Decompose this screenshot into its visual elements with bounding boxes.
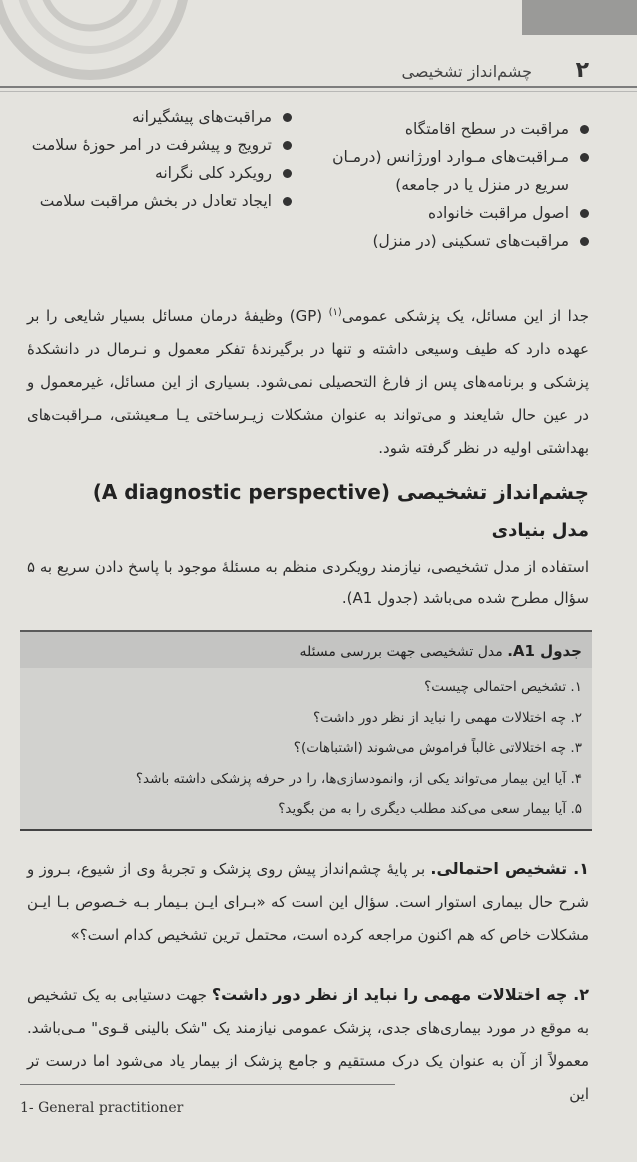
list-item: ایجاد تعادل در بخش مراقبت سلامت: [17, 187, 292, 215]
list-item: مراقبت‌های تسکینی (در منزل): [319, 227, 589, 255]
section-1-title: ۱. تشخیص احتمالی.: [430, 859, 589, 878]
intro-text-rest: (GP) وظیفهٔ درمان مسائل بسیار شایعی را بر عهده دارد که طیف وسیعی داشته و تنها در برگیرندهٔ تفکر معمول و نـرمال در دانشکدهٔ پزشکی و برنامه‌های پس از فارغ التحصیلی نمی‌شود. بسیاری از این مسائل، غیرمعمول و در عین حال شایعند و می‌تواند به عنوان مشکلات زیـرساختی یـا مـعیشتی، مـراقبت‌های بهداشتی اولیه در نظر گرفته شود.: [27, 307, 589, 457]
section-2-text: جهت دستیابی به یک تشخیص به موقع در مورد بیماری‌های جدی، پزشک عمومی نیازمند یک "شک بالینی قـوی" مـی‌باشد. معمولاً از آن به عنوان یک درک مستقیم و جامع پزشک از بیمار یاد می‌شود اما درست تر این: [27, 986, 589, 1103]
list-item-continuation: سریع در منزل یا در جامعه): [395, 176, 569, 194]
header-rule-thin: [0, 91, 637, 92]
intro-paragraph: [27, 296, 589, 465]
table-title: مدل تشخیصی جهت بررسی مسئله: [299, 644, 508, 660]
list-item: رویکرد کلی نگرانه: [17, 159, 292, 187]
bullet-list-left: [17, 103, 292, 215]
table-label: جدول A1.: [507, 642, 582, 660]
section-2-title: ۲. چه اختلالات مهمی را نباید از نظر دور داشت؟: [211, 985, 590, 1004]
chapter-title: چشم‌انداز تشخیصی: [401, 62, 532, 81]
diagnostic-model-table: [20, 630, 592, 831]
table-body: [20, 668, 592, 831]
section-1-text: بر پایهٔ چشم‌انداز پیش روی پزشک و تجربهٔ وی از شیوع، بـروز و شرح حال بیماری استوار است. سؤال این است که «بـرای ایـن بـیمار بـه خـصوص بـا ایـن مشکلات خاص که هم اکنون مراجعه کرده است، محتمل ترین تشخیص کدام است؟»: [27, 860, 589, 944]
section-serious-disorders: [27, 978, 589, 1111]
list-item: اصول مراقبت خانواده: [319, 199, 589, 227]
footnote: 1- General practitioner: [20, 1100, 184, 1116]
table-row: ۲. چه اختلالات مهمی را نباید از نظر دور داشت؟: [312, 709, 582, 726]
section-heading: چشم‌انداز تشخیصی (A diagnostic perspective): [92, 480, 589, 504]
table-row: ۳. چه اختلالاتی غالباً فراموش می‌شوند (اشتباهات)؟: [293, 740, 582, 757]
list-item: مراقبت‌های پیشگیرانه: [17, 103, 292, 131]
section-probable-diagnosis: [27, 852, 589, 952]
table-caption: [20, 630, 592, 668]
list-item: ترویج و پیشرفت در امر حوزهٔ سلامت: [17, 131, 292, 159]
footnote-divider: [20, 1084, 395, 1085]
intro-text-start: جدا از این مسائل، یک پزشکی عمومی: [341, 307, 589, 325]
header-gray-tab: [522, 0, 637, 35]
footnote-ref[interactable]: (۱): [328, 307, 342, 318]
table-row: ۴. آیا این بیمار می‌تواند یکی از، وانمودسازی‌ها، را در حرفه پزشکی داشته باشد؟: [135, 770, 582, 787]
list-item: مراقبت در سطح اقامتگاه: [319, 115, 589, 143]
model-paragraph: استفاده از مدل تشخیصی، نیازمند رویکردی منظم به مسئلهٔ موجود با پاسخ دادن سریع به ۵ سؤال مطرح شده می‌باشد (جدول A1).: [27, 558, 589, 607]
list-item: مـراقبت‌های مـوارد اورژانس (درمـان: [319, 143, 589, 171]
table-row: ۵. آیا بیمار سعی می‌کند مطلب دیگری را به من بگوید؟: [278, 801, 582, 818]
chapter-number: ۲: [575, 58, 589, 83]
table-row: ۱. تشخیص احتمالی چیست؟: [424, 679, 582, 695]
header-decoration-circles: [0, 0, 200, 90]
header-rule: [0, 86, 637, 88]
bullet-list-right: [319, 115, 589, 255]
subheading: مدل بنیادی: [491, 520, 589, 541]
